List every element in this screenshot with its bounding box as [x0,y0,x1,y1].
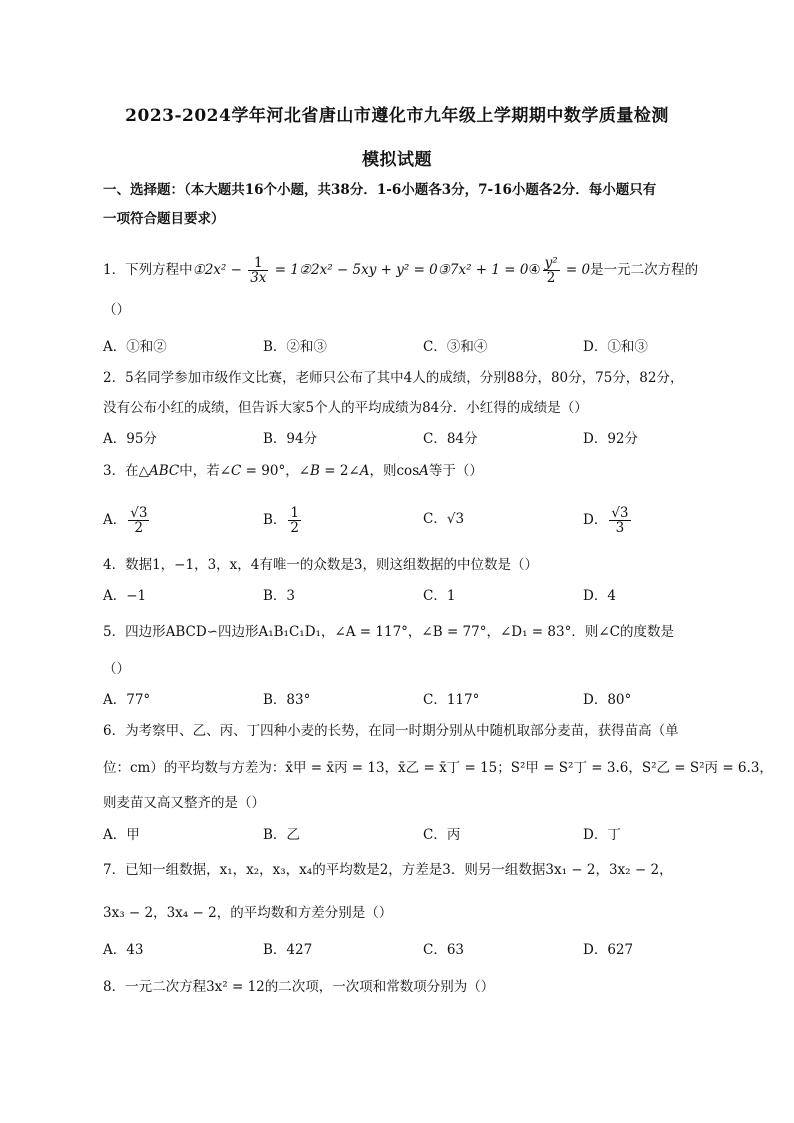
q5-option-a[interactable]: A．77° [103,692,151,708]
q7-option-b[interactable]: B．427 [263,942,313,958]
q1-eq3: ③7x² + 1 = 0 [437,262,529,278]
q1-eq2: ②2x² − 5xy + y² = 0 [298,262,438,278]
q1-eq4-tail: = 0 [561,262,591,278]
q4-option-b[interactable]: B．3 [263,588,296,604]
q3-angle-b-val: = 2∠ [319,463,360,479]
q1-eq1: ①2x² − [192,262,247,278]
q5-option-d[interactable]: D．80° [583,692,632,708]
q3-triangle: ABC [148,463,180,479]
question-7-line2: 3x₃ − 2，3x₄ − 2，的平均数和方差分别是（） [103,905,393,921]
q2-option-b[interactable]: B．94分 [263,431,318,447]
question-1 [103,256,698,285]
q2-option-a[interactable]: A．95分 [103,431,157,447]
q6-option-d[interactable]: D．丁 [583,827,621,843]
q5-option-b[interactable]: B．83° [263,692,311,708]
q3-b-label: B． [263,512,287,528]
q1-eq1-num: 1 [248,256,268,271]
question-2-line1: 2．5名同学参加市级作文比赛，老师只公布了其中4人的成绩，分别88分，80分，75分，82分， [103,370,684,386]
q1-eq4-den: 2 [546,270,556,286]
q1-option-c[interactable]: C．③和④ [423,339,488,355]
q3-angle-c-val: = 90°，∠ [241,463,311,479]
question-7-line1: 7．已知一组数据，x₁，x₂，x₃，x₄的平均数是2，方差是3．则另一组数据3x₁ − 2，3x₂ − 2， [103,862,673,878]
q3-c-val: √3 [446,511,465,527]
question-4: 4．数据1，−1，3，x，4有唯一的众数是3，则这组数据的中位数是（） [103,557,538,573]
q3-text-a: 3．在△ [103,463,149,479]
q3-option-b[interactable] [263,506,303,535]
q3-a-frac [128,506,149,535]
q3-d-den: 3 [615,520,625,536]
q3-option-a[interactable] [103,506,151,535]
q7-option-d[interactable]: D．627 [583,942,634,958]
q1-option-a[interactable]: A．①和② [103,339,167,355]
q3-end: 等于（） [428,463,483,479]
q6-option-b[interactable]: B．乙 [263,827,300,843]
q2-option-d[interactable]: D．92分 [583,431,639,447]
q3-d-frac [609,506,630,535]
q1-option-b[interactable]: B．②和③ [263,339,327,355]
section-heading-cont: 一项符合题目要求） [103,211,225,227]
q1-paren: （） [103,302,130,318]
q3-angle-b: B [310,463,320,479]
q7-option-a[interactable]: A．43 [103,942,144,958]
q4-option-d[interactable]: D．4 [583,588,616,604]
section-heading: 一、选择题：（本大题共16个小题，共38分．1-6小题各3分，7-16小题各2分．每小题只有 [103,182,657,198]
q3-d-label: D． [583,512,608,528]
q3-option-d[interactable] [583,506,633,535]
q5-option-c[interactable]: C．117° [423,692,480,708]
q5-paren: （） [103,661,130,677]
q2-option-c[interactable]: C．84分 [423,431,478,447]
q1-eq4-num: y² [544,255,558,271]
q3-option-c[interactable] [423,509,464,529]
q1-prefix: 1．下列方程中 [103,262,193,278]
q6-option-a[interactable]: A．甲 [103,827,140,843]
page-title: 2023-2024学年河北省唐山市遵化市九年级上学期期中数学质量检测 [125,106,669,126]
q7-option-c[interactable]: C．63 [423,942,465,958]
q1-option-d[interactable]: D．①和③ [583,339,648,355]
q3-cos: ，则cos [369,463,420,479]
q3-a-num: √3 [130,505,148,521]
q4-option-c[interactable]: C．1 [423,588,456,604]
q1-eq4-frac [543,256,560,285]
question-5: 5．四边形ABCD∽四边形A₁B₁C₁D₁，∠A = 117°，∠B = 77°，∠D₁ = 83°．则∠C的度数是 [103,624,674,640]
q3-angle-c: C [231,463,242,479]
q3-c-label: C． [423,511,447,527]
q1-eq1-frac [248,256,268,285]
q3-a-den: 2 [134,520,144,536]
question-3 [103,461,483,481]
question-2-line2: 没有公布小红的成绩，但告诉大家5个人的平均成绩为84分．小红得的成绩是（） [103,400,588,416]
q1-eq1-den: 3x [250,270,267,286]
q3-b-num: 1 [290,505,300,521]
q4-option-a[interactable]: A．−1 [103,588,147,604]
question-6-line2: 位：cm）的平均数与方差为：x̄甲 = x̄丙 = 13，x̄乙 = x̄丁 = 15；S²甲 = S²丁 = 3.6，S²乙 = S²丙 = 6.3， [103,760,773,776]
q3-cos-a: A [419,463,429,479]
q1-suffix: 是一元二次方程的 [590,262,699,278]
q6-option-c[interactable]: C．丙 [423,827,461,843]
q1-eq1-tail: = 1 [270,262,299,278]
q3-b-den: 2 [290,520,300,536]
q1-eq4-pre: ④ [528,262,541,278]
page-subtitle: 模拟试题 [362,150,432,170]
q3-angle-a: A [359,463,370,479]
question-6-line3: 则麦苗又高又整齐的是（） [103,795,265,811]
question-6-line1: 6．为考察甲、乙、丙、丁四种小麦的长势，在同一时期分别从中随机取部分麦苗，获得苗高（单 [103,723,679,739]
q3-d-num: √3 [611,505,629,521]
q3-a-label: A． [103,512,127,528]
q3-text-b: 中，若∠ [179,463,232,479]
q3-b-frac [288,506,301,535]
question-8: 8．一元二次方程3x² = 12的二次项，一次项和常数项分别为（） [103,979,495,995]
